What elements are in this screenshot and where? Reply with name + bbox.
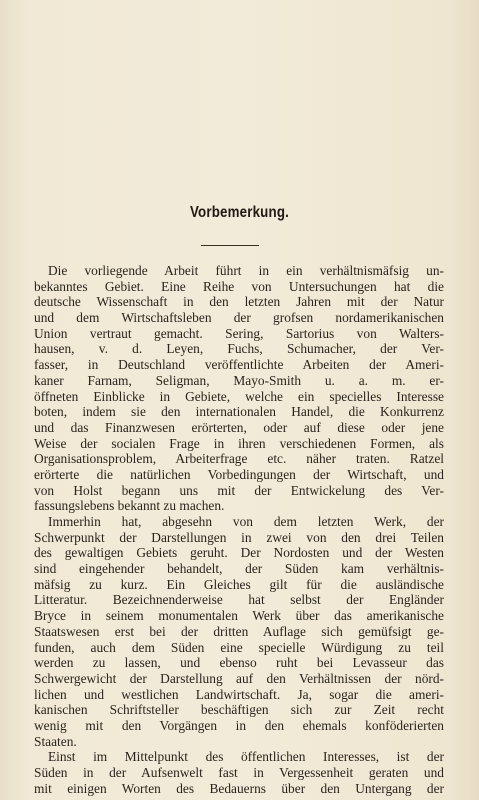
text-line: von Holst begann uns mit der Entwickelung des Ver- <box>34 482 444 498</box>
text-line: fassungslebens bekannt zu machen. <box>34 498 225 514</box>
text-line: Die vorliegende Arbeit führt in ein verhältnismäfsig un- <box>48 263 444 278</box>
text-line: fasser, in Deutschland veröffentlichte Arbeiten der Ameri- <box>34 357 444 373</box>
text-line: Organisationsproblem, Arbeiterfrage etc. näher traten. Ratzel <box>34 451 444 467</box>
text-line: Union vertraut gemacht. Sering, Sartorius von Walters- <box>34 325 444 341</box>
text-line: Weise der socialen Frage in ihren verschiedenen Formen, als <box>34 435 444 451</box>
text-line: öffneten Einblicke in Gebiete, welche ein specielles Interesse <box>34 388 444 404</box>
text-line: Bryce in seinem monumentalen Werk über das amerikanische <box>34 608 444 624</box>
text-line: hausen, v. d. Leyen, Fuchs, Schumacher, der Ver- <box>34 341 444 357</box>
text-line: Schwerpunkt der Darstellungen in zwei von den drei Teilen <box>34 529 444 545</box>
text-line: wenig mit den Vorgängen in den ehemals konföderierten <box>34 717 444 733</box>
body-text <box>34 263 444 796</box>
text-line: Litteratur. Bezeichnenderweise hat selbst der Engländer <box>34 592 444 608</box>
text-line: Schwergewicht der Darstellung auf den Verhältnissen der nörd- <box>34 670 444 686</box>
text-line: Einst im Mittelpunkt des öffentlichen Interesses, ist der <box>48 749 444 765</box>
text-line: bekanntes Gebiet. Eine Reihe von Untersuchungen hat die <box>34 278 444 294</box>
text-line: mit einigen Worten des Bedauerns über den Untergang der <box>34 780 444 796</box>
page-heading: Vorbemerkung. <box>189 204 290 221</box>
text-line: erörterte die natürlichen Vorbedingungen der Wirtschaft, und <box>34 466 444 482</box>
text-line: boten, indem sie den internationalen Handel, die Konkurrenz <box>34 404 444 420</box>
text-line: funden, auch dem Süden eine specielle Würdigung zu teil <box>34 639 444 655</box>
heading-rule <box>201 245 259 246</box>
text-line: des gewaltigen Gebiets geruht. Der Nordosten und der Westen <box>34 545 444 561</box>
text-line: kaner Farnam, Seligman, Mayo-Smith u. a. m. er- <box>34 372 444 388</box>
text-line: Staatswesen erst bei der dritten Auflage sich gemüfsigt ge- <box>34 623 444 639</box>
text-line: sind eingehender behandelt, der Süden kam verhältnis- <box>34 561 444 577</box>
text-line: lichen und westlichen Landwirtschaft. Ja, sogar die ameri- <box>34 686 444 702</box>
text-line: Immerhin hat, abgesehn von dem letzten Werk, der <box>48 514 444 529</box>
text-line: Süden in der Aufsenwelt fast in Vergessenheit geraten und <box>34 765 444 780</box>
text-line: deutsche Wissenschaft in den letzten Jahren mit der Natur <box>34 294 444 310</box>
text-line: kanischen Schriftsteller beschäftigen sich zur Zeit recht <box>34 702 444 718</box>
text-line: mäfsig zu kurz. Ein Gleiches gilt für die ausländische <box>34 576 444 592</box>
text-line: und das Finanzwesen erörterten, oder auf diese oder jene <box>34 419 444 435</box>
text-line: und dem Wirtschaftsleben der grofsen nordamerikanischen <box>34 310 444 326</box>
text-line: werden zu lassen, und ebenso ruht bei Levasseur das <box>34 655 444 671</box>
text-line: Staaten. <box>34 733 77 749</box>
